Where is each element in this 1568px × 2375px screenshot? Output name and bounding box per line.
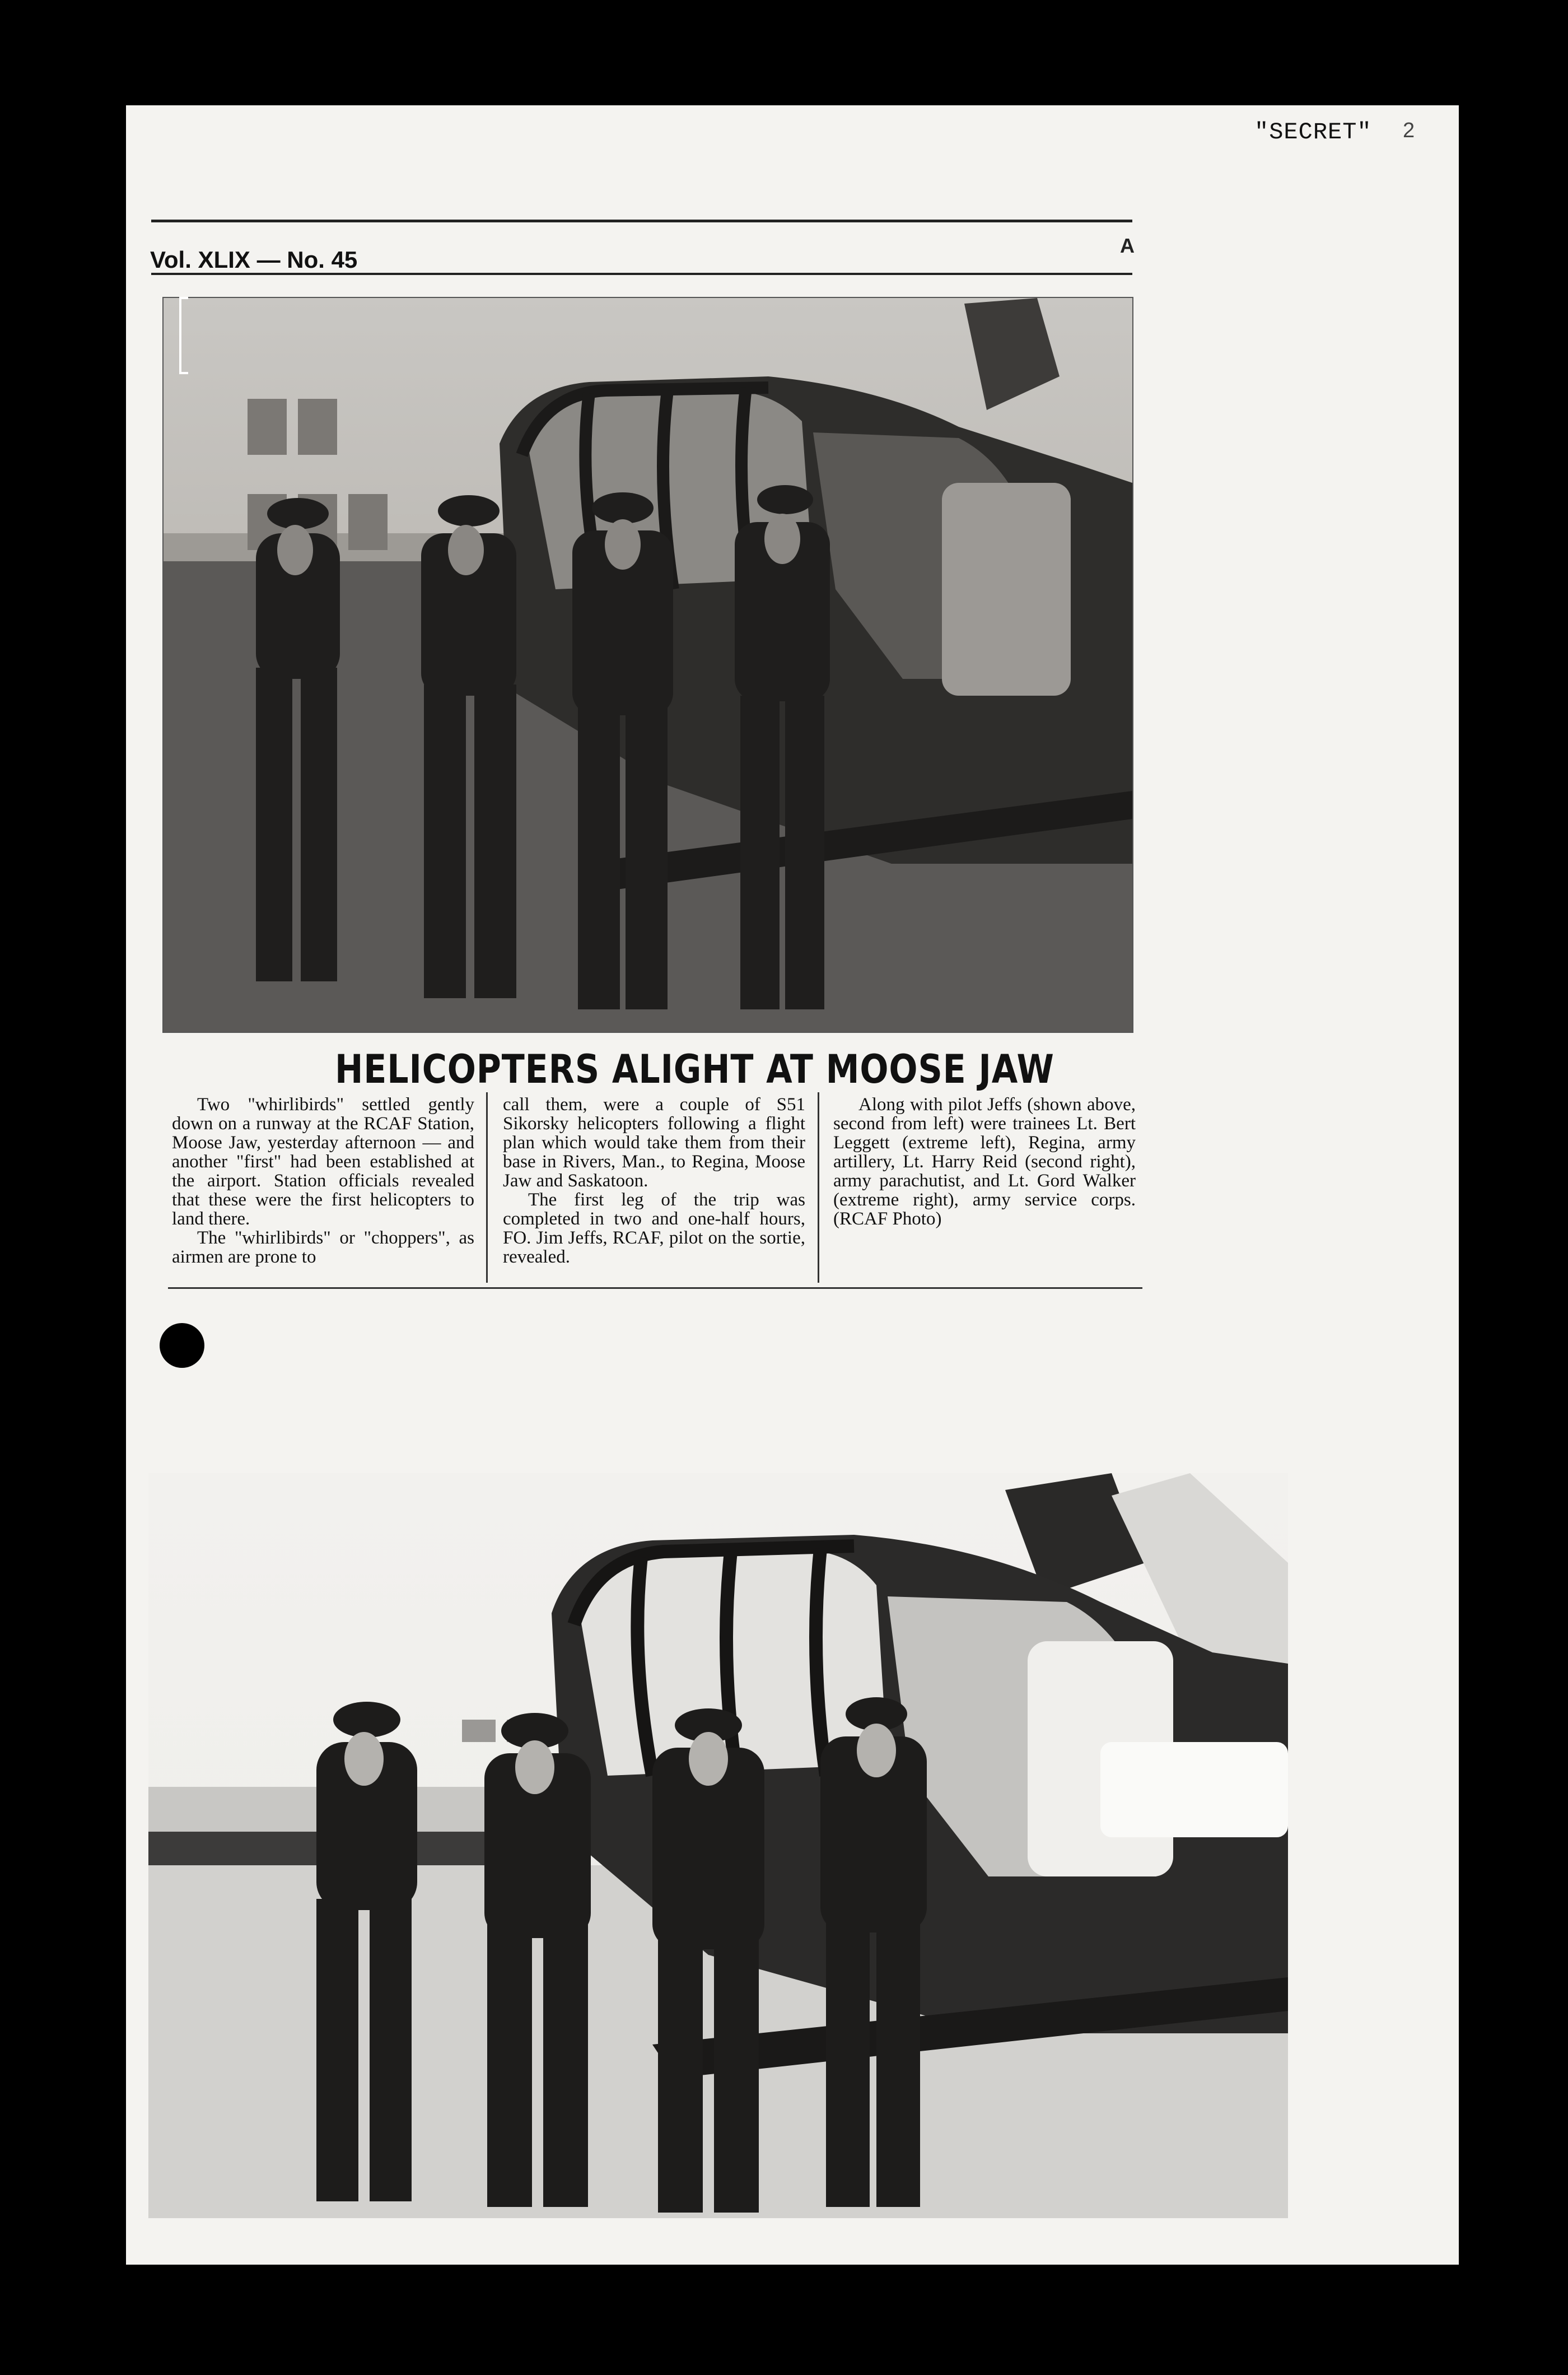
paragraph: The first leg of the trip was completed in two and one-half hours, FO. Jim Jeffs, RCAF, pilot on the sortie, revealed.	[503, 1190, 805, 1267]
secret-label: "SECRET"	[1254, 119, 1372, 146]
article-column-1	[172, 1095, 474, 1266]
punch-hole	[160, 1323, 204, 1368]
article-column-2	[503, 1095, 805, 1266]
original-photo	[148, 1473, 1288, 2218]
paragraph: call them, were a couple of S51 Sikorsky helicopters following a flight plan which would take them from their base in Rivers, Man., to Regina, Moose Jaw and Saskatoon.	[503, 1095, 805, 1191]
column-rule	[486, 1092, 488, 1283]
article-column-3	[833, 1095, 1136, 1228]
page-number: 2	[1403, 119, 1415, 142]
paragraph: The "whirlibirds" or "choppers", as airmen are prone to	[172, 1228, 474, 1267]
volume-rule	[151, 273, 1132, 275]
newspaper-photo	[162, 297, 1133, 1033]
helicopter-crew-photo-print	[148, 1473, 1288, 2218]
clipping-bracket-mark	[179, 297, 188, 374]
helicopter-crew-photo-newspaper	[164, 298, 1132, 1032]
paragraph: Two "whirlibirds" settled gently down on a runway at the RCAF Station, Moose Jaw, yesterday afternoon — and another "first" had been established at the airport. Station officials revealed that these were the first helicopters to land there.	[172, 1095, 474, 1229]
cut-off-masthead-letter: A	[1120, 234, 1135, 257]
volume-issue: Vol. XLIX — No. 45	[150, 246, 358, 273]
article-headline: HELICOPTERS ALIGHT AT MOOSE JAW	[335, 1046, 1054, 1092]
clipping-bottom-rule	[168, 1287, 1142, 1289]
column-rule	[818, 1092, 819, 1283]
masthead-rule	[151, 220, 1132, 222]
paragraph: Along with pilot Jeffs (shown above, second from left) were trainees Lt. Bert Leggett (extreme left), Regina, army artillery, Lt. Harry Reid (second right), army parachutist, and Lt. Gord Walker (extreme right), army service corps. (RCAF Photo)	[833, 1095, 1136, 1229]
